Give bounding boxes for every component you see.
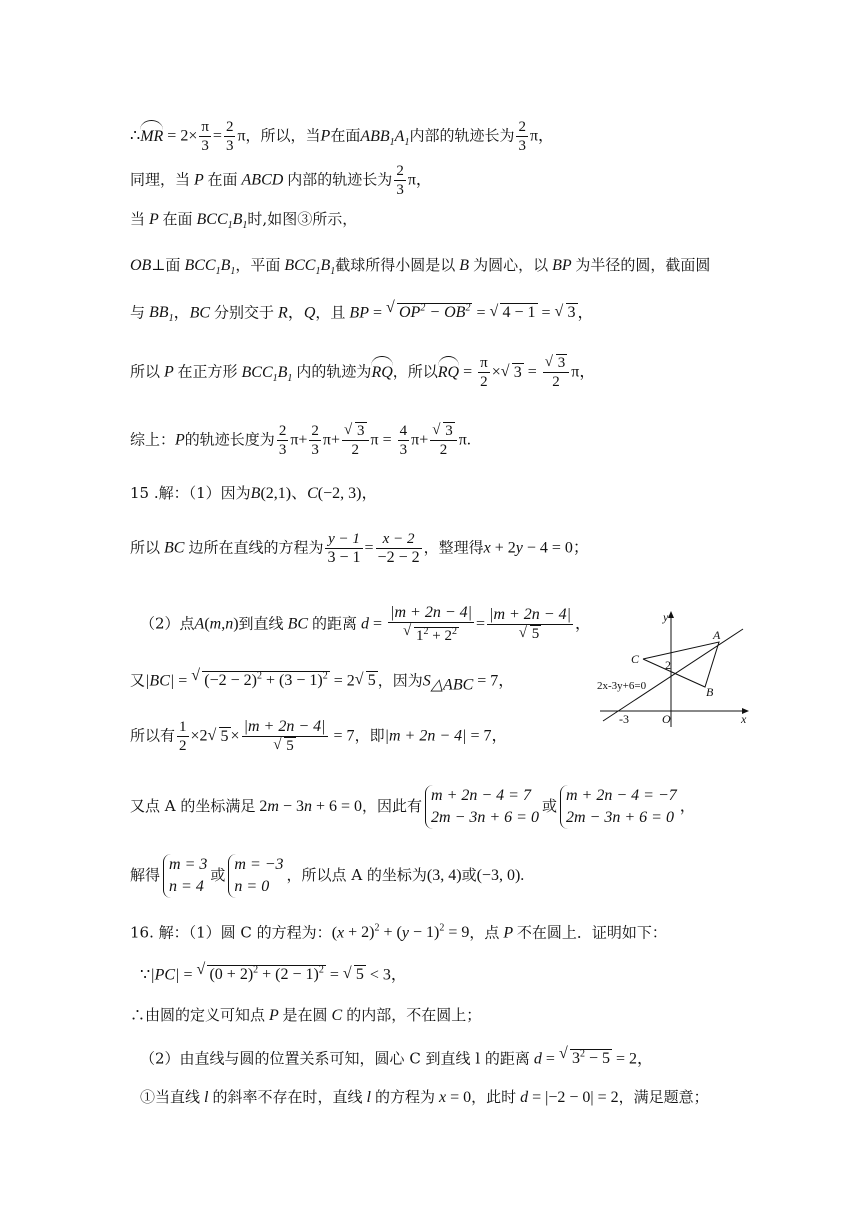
problem-15-line-2: 所以 BC 边所在直线的方程为 $\frac{y - 1}{3 - 1}$ = $\frac{x - 2}{-2 - 2}$ ，整理得x + 2y − 4 = 0； bbox=[130, 531, 589, 566]
text-line-1: ∴MR = 2× $\frac{\pi}{3}$ = $\frac{2}{3}$ π，所以，当P在面$ABB_1A_1$内部的轨迹长为 $\frac{2}{3}$ π， bbox=[130, 119, 555, 154]
problem-15-heading: 15 .解：（1）因为B(2,1)、C(−2, 3)， bbox=[130, 484, 378, 502]
problem-16-heading: 16. 解：（1）圆 C 的方程为：$(x + 2)^2 + (y - 1)^2 = 9$，点 P 不在圆上．证明如下： bbox=[130, 923, 667, 942]
problem-16-line-3: ∴由圆的定义可知点 P 是在圆 C 的内部，不在圆上； bbox=[130, 1006, 482, 1024]
tick-neg3: -3 bbox=[619, 712, 629, 726]
label-a: A bbox=[713, 628, 721, 642]
text-line-4: OB⊥面 $BCC_1B_1$，平面 $BCC_1B_1$截球所得小圆是以 B 为圆心，以 BP 为半径的圆，截面圆 bbox=[130, 256, 711, 278]
label-y: y bbox=[663, 610, 669, 624]
problem-16-line-4: （2）由直线与圆的位置关系可知，圆心 C 到直线 l 的距离 d = √ $3^2 - 5 = 2$， bbox=[140, 1044, 653, 1070]
label-b: B bbox=[706, 685, 714, 699]
triangle-abc bbox=[643, 642, 719, 687]
problem-15-line-4: 又|BC| = √ $(-2 - 2)^2 + (3 - 1)^2 = 2√$ 5 ，因为$S_{\triangle ABC} = 7$， bbox=[130, 666, 514, 696]
label-origin: O bbox=[662, 712, 671, 726]
text-line-7: 综上：P的轨迹长度为 $\frac{2}{3}$ π+ $\frac{2}{3}$ π+ √ $\frac{3}{2}$ π = $\frac{4}{3}$ π+ √ $\frac{3}{2}$ π. bbox=[130, 422, 471, 459]
text-line-6: 所以 P 在正方形 $BCC_1B_1$ 内的轨迹为RQ，所以RQ = $\frac{\pi}{2}$ ×√ 3 = √ $\frac{3}{2}$ π， bbox=[130, 354, 595, 391]
text-line-3: 当 P 在面 $BCC_1B_1$时,如图③所示， bbox=[130, 210, 358, 232]
label-c: C bbox=[631, 652, 640, 666]
line-equation-label: 2x-3y+6=0 bbox=[597, 680, 647, 692]
problem-16-line-5: ①当直线 l 的斜率不存在时，直线 l 的方程为 x = 0，此时 d = |−2 − 0| = 2，满足题意； bbox=[140, 1088, 709, 1106]
line-2x-3y-6 bbox=[603, 629, 743, 721]
text-line-2: 同理，当 P 在面 ABCD 内部的轨迹长为 $\frac{2}{3}$ π， bbox=[130, 163, 432, 198]
problem-15-line-6: 又点 A 的坐标满足 2m − 3n + 6 = 0，因此有 m + 2n − 4 = 7 2m − 3n + 6 = 0 或 m + 2n − 4 = −7 2m − 3n + 6 = 0 ， bbox=[130, 785, 696, 829]
y-axis-arrow bbox=[668, 611, 674, 618]
problem-15-line-3: （2）点A(m,n)到直线 BC 的距离 d = |m + 2n − 4| √ $1^2 + 2^2$ = |m + 2n − 4| √ 5 ， bbox=[140, 604, 591, 645]
problem-16-line-2: ∵|PC| = √ $(0 + 2)^2 + (2 - 1)^2$ = √ 5 < 3， bbox=[140, 960, 407, 986]
label-x: x bbox=[741, 712, 747, 726]
problem-15-line-7: 解得 m = 3 n = 4 或 m = −3 n = 0 ，所以点 A 的坐标为(3, 4)或(−3, 0). bbox=[130, 854, 524, 898]
text-line-5: 与 $BB_1$，BC 分别交于 R，Q，且 BP = √ $OP^2 - OB^2$ = √ 4 − 1 = √ 3 ， bbox=[130, 298, 594, 331]
coordinate-graph bbox=[595, 605, 755, 730]
tick-2: 2 bbox=[665, 658, 671, 672]
problem-15-line-5: 所以有 $\frac{1}{2}$ ×2√ 5 × |m + 2n − 4| √ 5 = 7，即|m + 2n − 4| = 7， bbox=[130, 718, 508, 755]
